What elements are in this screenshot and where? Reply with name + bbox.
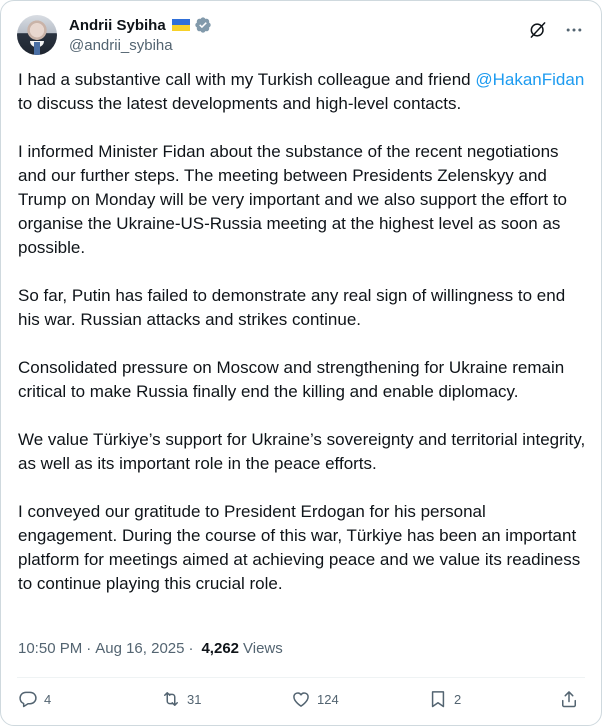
author-name[interactable]: Andrii Sybiha	[69, 16, 166, 34]
like-icon	[291, 689, 311, 709]
share-button[interactable]	[559, 689, 579, 709]
ukraine-flag-icon	[172, 19, 190, 31]
meta-separator: ·	[188, 640, 194, 657]
repost-count: 31	[187, 691, 202, 707]
views-label: Views	[243, 640, 283, 657]
tweet-paragraph: So far, Putin has failed to demonstrate any real sign of willingness to end his war. Russian attacks and strikes continue.	[18, 286, 566, 329]
more-icon[interactable]	[563, 19, 585, 41]
tweet-paragraph: We value Türkiye’s support for Ukraine’s sovereignty and territorial integrity, as well as its important role in the peace efforts.	[18, 430, 586, 473]
author-handle[interactable]: @andrii_sybiha	[69, 37, 173, 54]
like-count: 124	[317, 691, 339, 707]
bookmark-icon	[428, 689, 448, 709]
grok-icon[interactable]	[527, 19, 549, 41]
paragraph-text: I had a substantive call with my Turkish colleague and friend	[18, 70, 476, 89]
verified-badge-icon	[194, 16, 212, 34]
tweet-paragraph: Consolidated pressure on Moscow and strengthening for Ukraine remain critical to make Russia finally end the killing and enable diplomacy.	[18, 358, 565, 401]
reply-button[interactable]	[18, 689, 51, 709]
tweet-meta	[18, 640, 283, 657]
tweet-paragraph: I conveyed our gratitude to President Erdogan for his personal engagement. During the course of this war, Türkiye has been an important platform for meetings aimed at achieving peace and we value its readiness to continue playing this crucial role.	[18, 502, 581, 593]
tweet-paragraph: I informed Minister Fidan about the substance of the recent negotiations and our further steps. The meeting between Presidents Zelenskyy and Trump on Monday will be very important and we also support the effort to organise the Ukraine-US-Russia meeting at the highest level as soon as possible.	[18, 142, 567, 257]
tweet-time[interactable]: 10:50 PM	[18, 640, 83, 657]
repost-icon	[161, 689, 181, 709]
tweet-text	[18, 68, 588, 596]
author-name-row	[69, 16, 212, 34]
tweet-paragraph	[18, 68, 588, 116]
bookmark-button[interactable]	[428, 689, 461, 709]
header-actions	[527, 19, 585, 41]
author-avatar[interactable]	[17, 15, 57, 55]
tweet-date[interactable]: Aug 16, 2025	[95, 640, 185, 657]
views-count[interactable]: 4,262	[201, 640, 240, 657]
reply-icon	[18, 689, 38, 709]
tweet-header	[17, 15, 585, 59]
bookmark-count: 2	[454, 691, 462, 707]
share-icon	[559, 689, 579, 709]
divider	[17, 677, 585, 678]
action-bar	[18, 689, 586, 715]
reply-count: 4	[44, 691, 52, 707]
paragraph-text: to discuss the latest developments and high-level contacts.	[18, 94, 462, 113]
repost-button[interactable]	[161, 689, 201, 709]
like-button[interactable]	[291, 689, 339, 709]
meta-separator: ·	[86, 640, 92, 657]
mention-link[interactable]: @HakanFidan	[475, 70, 585, 89]
